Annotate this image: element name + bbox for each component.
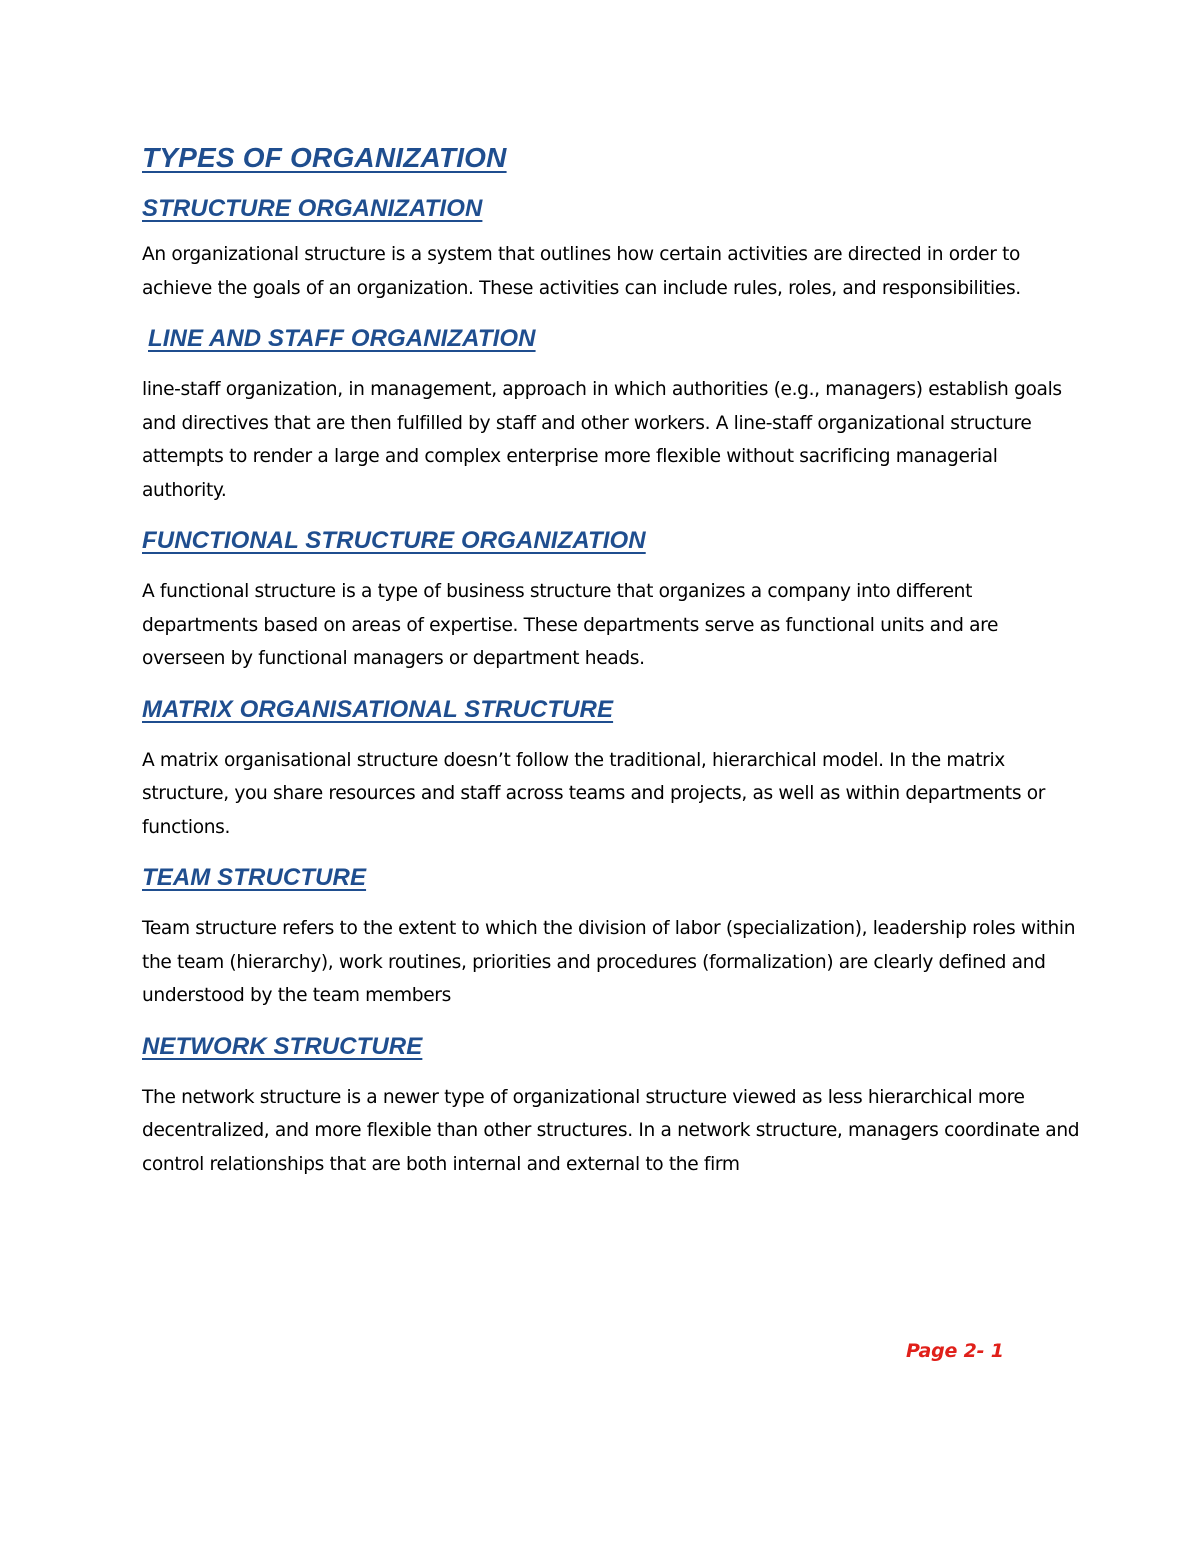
section-heading-matrix-structure: MATRIX ORGANISATIONAL STRUCTURE (142, 695, 614, 723)
document-content (142, 138, 1082, 1198)
section-heading-structure-organization: STRUCTURE ORGANIZATION (142, 195, 483, 222)
document-title: TYPES OF ORGANIZATION (142, 142, 507, 173)
section-heading-line-and-staff: LINE AND STAFF ORGANIZATION (148, 325, 536, 352)
section-body-line-and-staff: line-staff organization, in management, approach in which authorities (e.g., managers) establish goals and directives that are then fulfilled by staff and other workers. A line-staff organizational structure attempts to render a large and complex enterprise more flexible without sacrificing managerial authority. (142, 379, 1062, 501)
page-number-label: Page 2- 1 (906, 1340, 1004, 1362)
section-heading-functional-structure: FUNCTIONAL STRUCTURE ORGANIZATION (142, 527, 646, 554)
section-body-structure-organization: An organizational structure is a system that outlines how certain activities are directed in order to achieve the goals of an organization. These activities can include rules, roles, and responsibilities. (142, 244, 1021, 299)
section-heading-network-structure: NETWORK STRUCTURE (142, 1032, 423, 1060)
section-body-team-structure: Team structure refers to the extent to which the division of labor (specialization), leadership roles within the team (hierarchy), work routines, priorities and procedures (formalization) are clearly defined and understood by the team members (142, 918, 1076, 1006)
section-body-network-structure: The network structure is a newer type of organizational structure viewed as less hierarchical more decentralized, and more flexible than other structures. In a network structure, managers coordinate and control relationships that are both internal and external to the firm (142, 1086, 1080, 1175)
section-body-functional-structure: A functional structure is a type of business structure that organizes a company into different departments based on areas of expertise. These departments serve as functional units and are overseen by functional managers or department heads. (142, 581, 999, 669)
section-body-matrix-structure: A matrix organisational structure doesn’t follow the traditional, hierarchical model. In the matrix structure, you share resources and staff across teams and projects, as well as within departments or functions. (142, 749, 1046, 838)
section-heading-team-structure: TEAM STRUCTURE (142, 864, 367, 891)
